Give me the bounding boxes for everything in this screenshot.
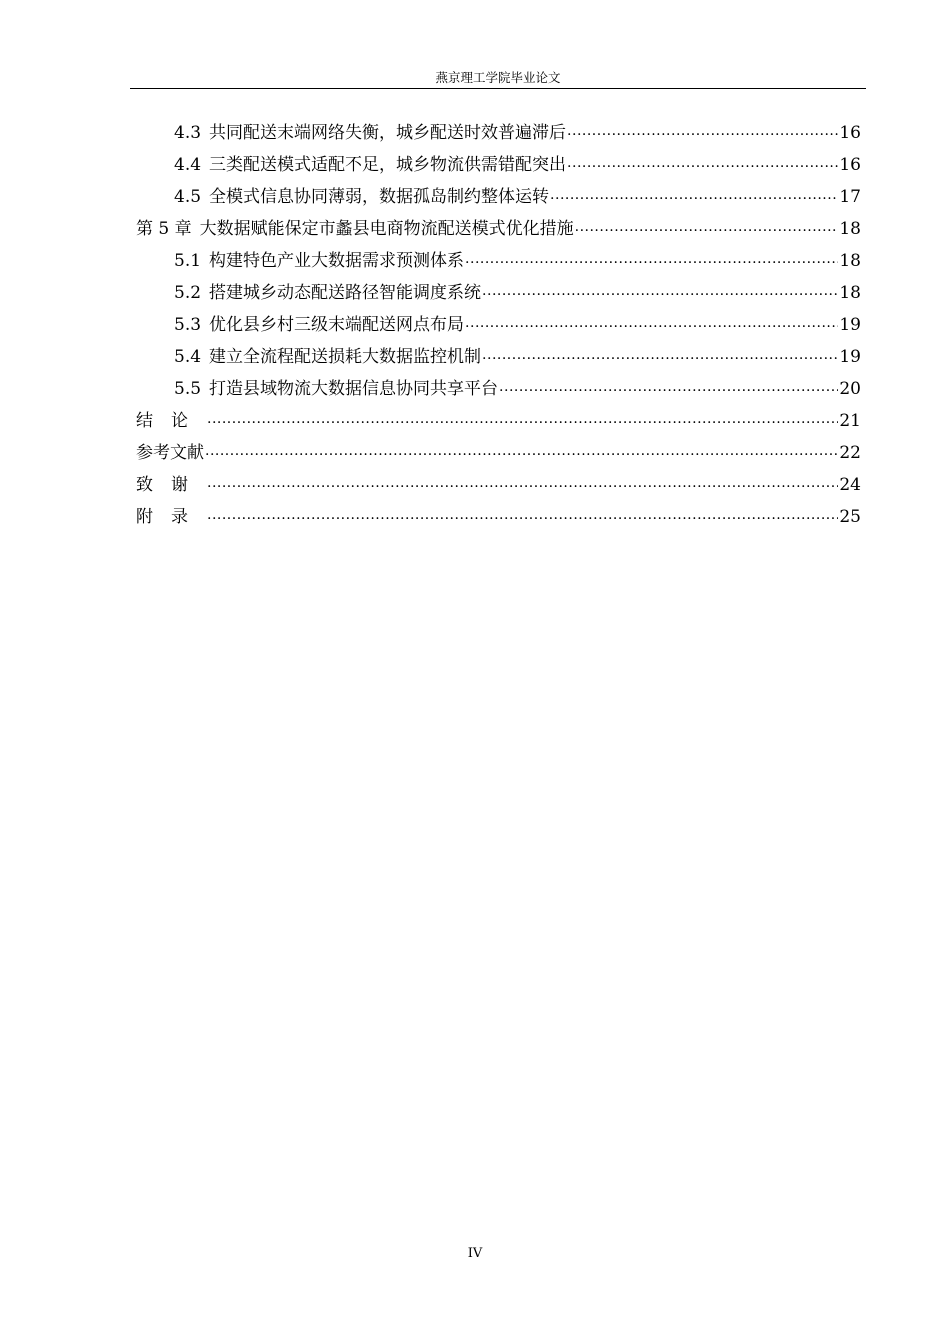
toc-entry-title: 大数据赋能保定市蠡县电商物流配送模式优化措施: [199, 219, 574, 239]
toc-entry-number: 4.4: [174, 155, 202, 175]
toc-entry-number: 5.1: [174, 251, 202, 271]
toc-entry-title: 优化县乡村三级末端配送网点布局: [209, 315, 465, 335]
toc-entry-page: 17: [839, 187, 861, 207]
toc-dot-leader: [207, 406, 838, 426]
toc-dot-leader: [207, 470, 838, 490]
toc-entry-title: 打造县域物流大数据信息协同共享平台: [209, 379, 499, 399]
toc-entry-page: 19: [839, 315, 861, 335]
toc-entry-title: 致谢: [136, 475, 206, 495]
toc-entry-title: 建立全流程配送损耗大数据监控机制: [209, 347, 482, 367]
toc-entry-page: 21: [839, 411, 861, 431]
toc-entry-5-2[interactable]: [136, 278, 861, 310]
toc-entry-4-3[interactable]: [136, 118, 861, 150]
page-footer: [0, 1246, 950, 1262]
table-of-contents: [136, 118, 861, 534]
toc-entry-conclusion[interactable]: [136, 406, 861, 438]
page-number: IV: [467, 1246, 483, 1261]
toc-entry-5-4[interactable]: [136, 342, 861, 374]
toc-dot-leader: [567, 150, 838, 170]
toc-entry-number: 5.5: [174, 379, 202, 399]
toc-dot-leader: [465, 246, 838, 266]
toc-entry-page: 25: [839, 507, 861, 527]
toc-entry-4-4[interactable]: [136, 150, 861, 182]
toc-entry-title: 附录: [136, 507, 206, 527]
toc-dot-leader: [567, 118, 838, 138]
toc-entry-5-3[interactable]: [136, 310, 861, 342]
toc-entry-number: 5.2: [174, 283, 202, 303]
toc-entry-number: 5.4: [174, 347, 202, 367]
toc-entry-title: 结论: [136, 411, 206, 431]
toc-entry-title: 三类配送模式适配不足，城乡物流供需错配突出: [209, 155, 567, 175]
toc-entry-page: 24: [839, 475, 861, 495]
toc-dot-leader: [205, 438, 838, 458]
toc-entry-5-1[interactable]: [136, 246, 861, 278]
toc-entry-page: 20: [839, 379, 861, 399]
toc-entry-title: 构建特色产业大数据需求预测体系: [209, 251, 465, 271]
toc-dot-leader: [465, 310, 838, 330]
toc-dot-leader: [482, 278, 838, 298]
toc-dot-leader: [482, 342, 838, 362]
toc-entry-title: 搭建城乡动态配送路径智能调度系统: [209, 283, 482, 303]
toc-entry-page: 16: [839, 155, 861, 175]
toc-entry-number: 4.3: [174, 123, 202, 143]
toc-entry-5-5[interactable]: [136, 374, 861, 406]
header-title: 燕京理工学院毕业论文: [435, 70, 561, 85]
toc-entry-references[interactable]: [136, 438, 861, 470]
toc-dot-leader: [499, 374, 838, 394]
toc-dot-leader: [550, 182, 838, 202]
toc-entry-page: 19: [839, 347, 861, 367]
toc-entry-chapter-5[interactable]: [136, 214, 861, 246]
toc-entry-number: 4.5: [174, 187, 202, 207]
toc-entry-page: 22: [839, 443, 861, 463]
toc-entry-number: 第 5 章: [136, 219, 192, 239]
toc-entry-title: 共同配送末端网络失衡，城乡配送时效普遍滞后: [209, 123, 567, 143]
toc-entry-page: 18: [839, 219, 861, 239]
toc-entry-4-5[interactable]: [136, 182, 861, 214]
toc-entry-title: 参考文献: [136, 443, 204, 463]
toc-entry-title: 全模式信息协同薄弱，数据孤岛制约整体运转: [209, 187, 550, 207]
page-header: [130, 70, 866, 89]
toc-entry-page: 16: [839, 123, 861, 143]
toc-entry-page: 18: [839, 283, 861, 303]
toc-entry-number: 5.3: [174, 315, 202, 335]
toc-entry-page: 18: [839, 251, 861, 271]
toc-entry-appendix[interactable]: [136, 502, 861, 534]
toc-entry-acknowledgements[interactable]: [136, 470, 861, 502]
toc-dot-leader: [575, 214, 839, 234]
toc-dot-leader: [207, 502, 838, 522]
